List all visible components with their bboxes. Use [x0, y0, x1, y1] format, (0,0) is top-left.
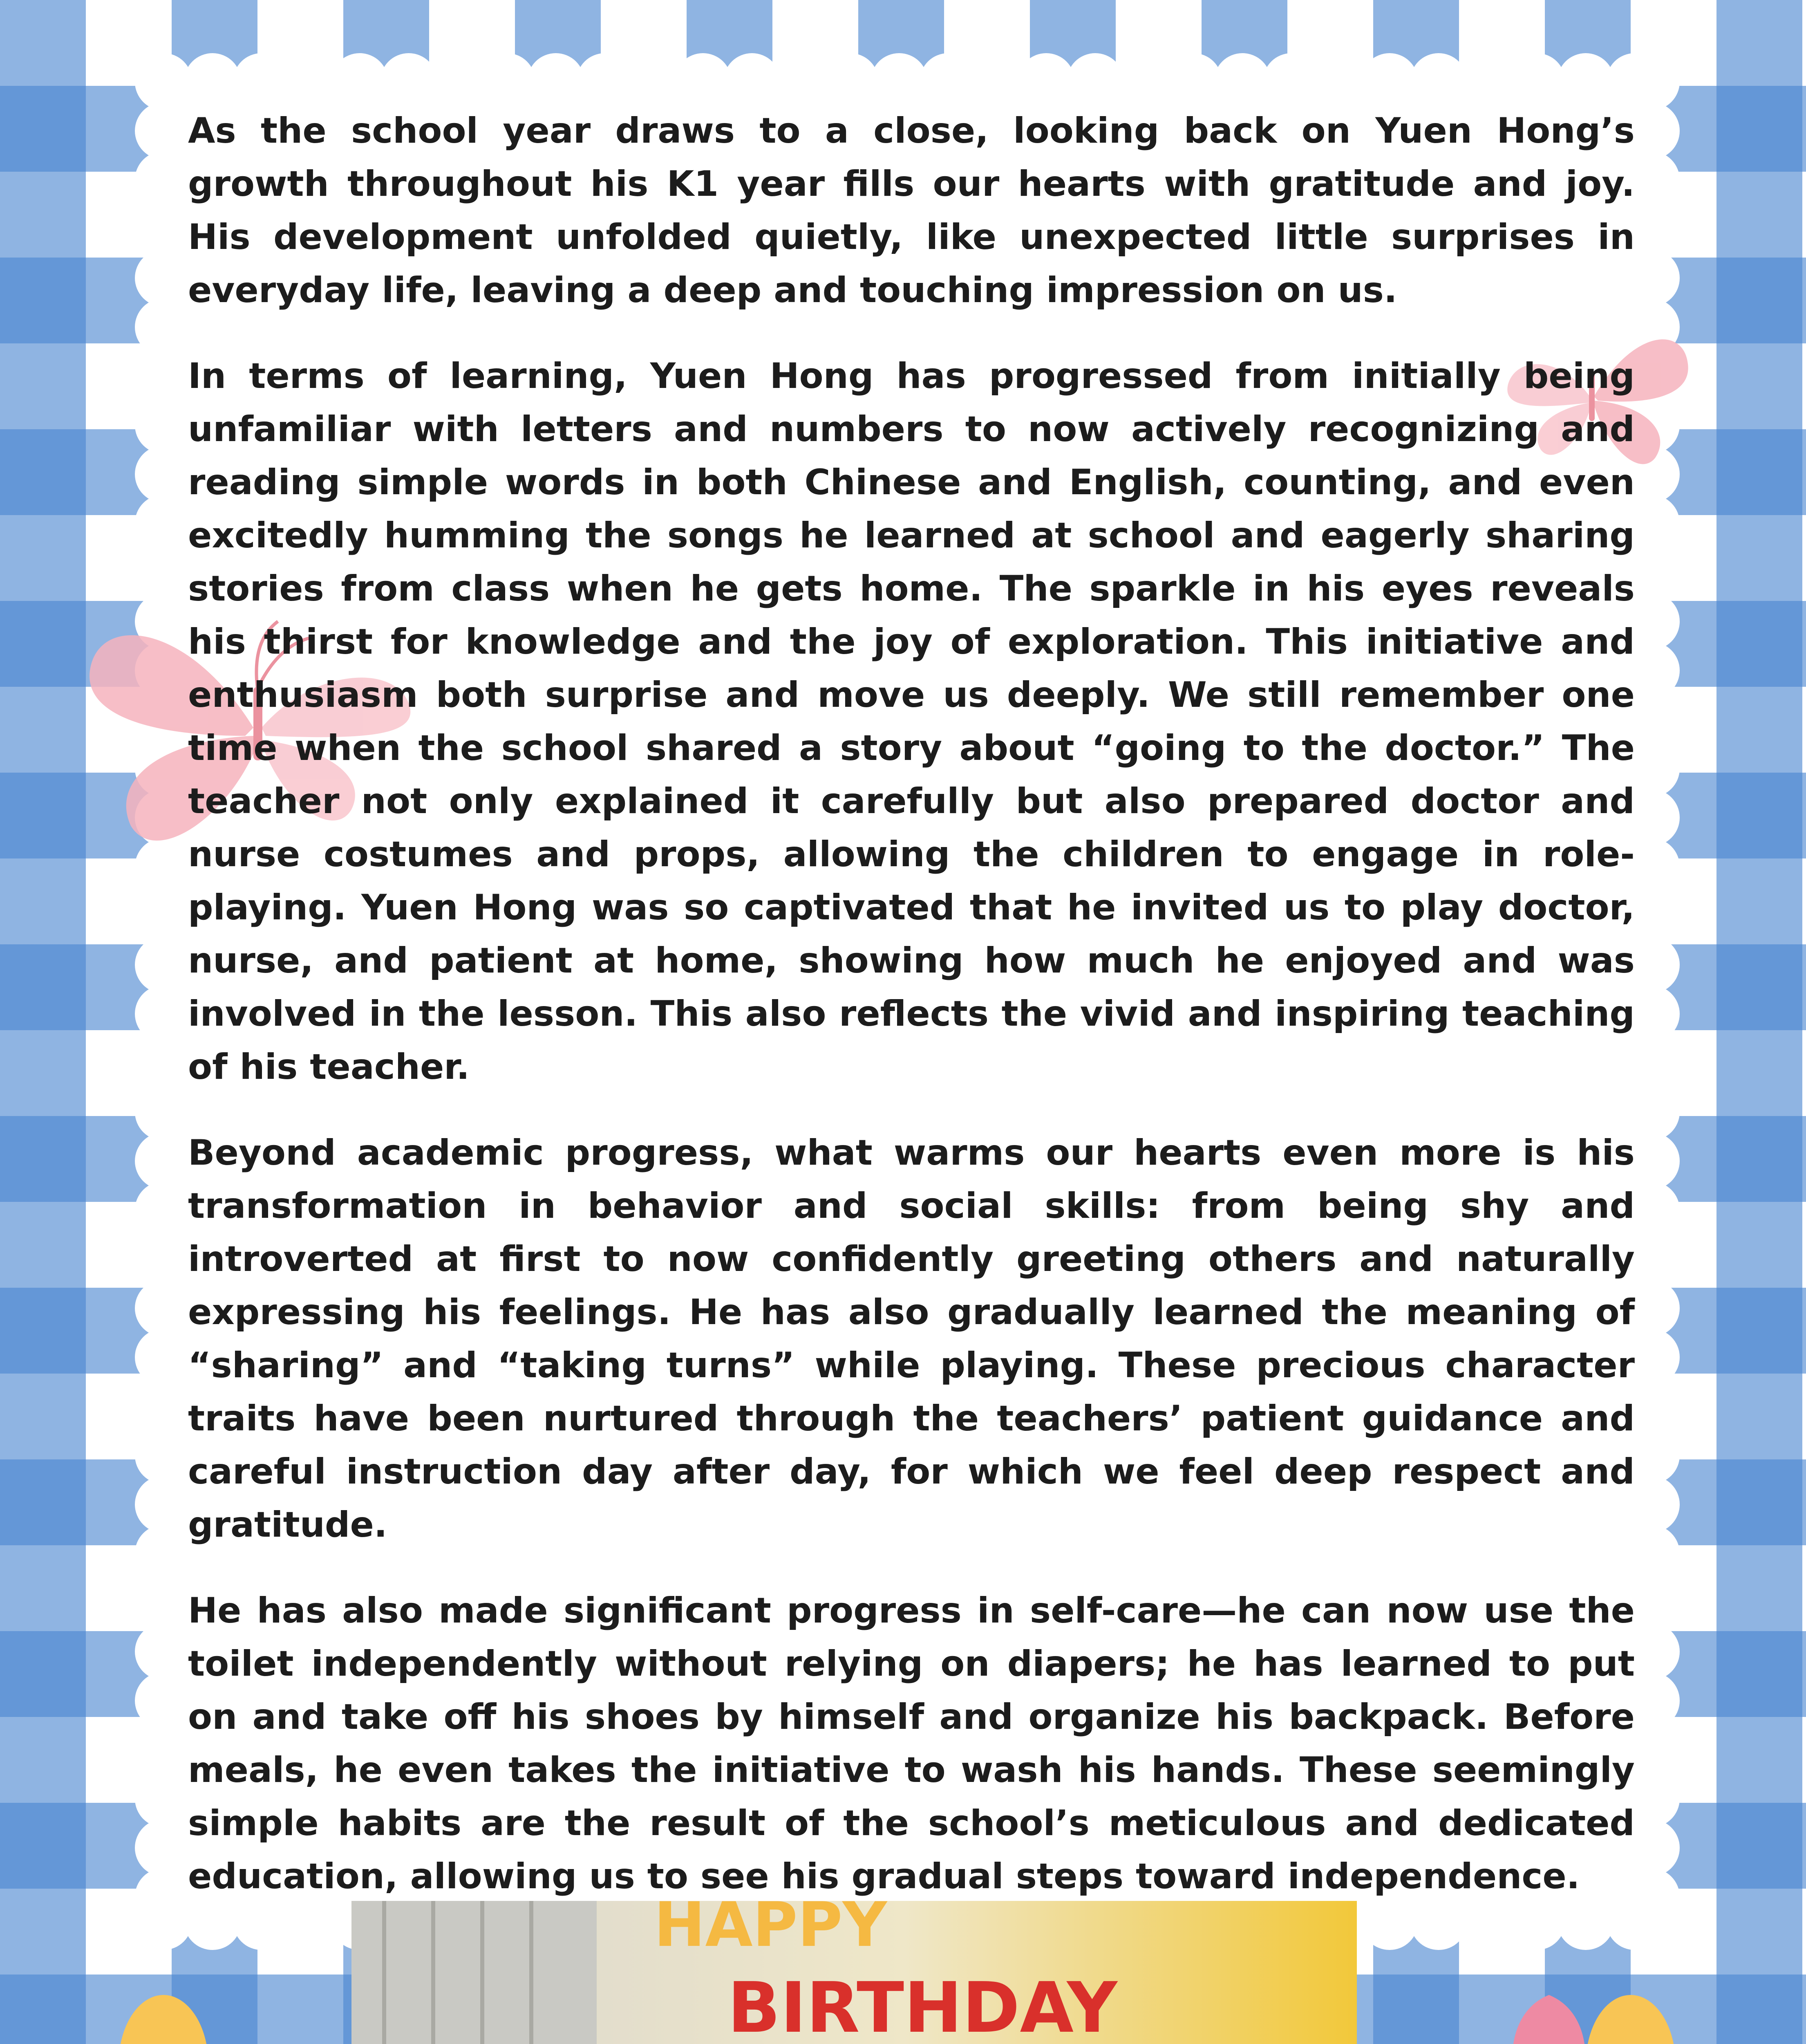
scallop [429, 53, 486, 110]
scallop [1067, 53, 1124, 110]
scallop [135, 102, 192, 159]
scallop [1459, 53, 1516, 110]
scallop [135, 397, 192, 454]
paragraph-intro: As the school year draws to a close, looking back on Yuen Hong’s growth throughout his K1 year fills our hearts with gratitude and joy. His development unfolded quietly, like unexpected little surprises in everyday life, leaving a deep and touching impression on us. [188, 110, 1635, 311]
scallop [1214, 53, 1271, 110]
photo-illustration [351, 1901, 1357, 2044]
scallop [772, 53, 830, 110]
scallop [625, 53, 683, 110]
scallop [135, 495, 192, 552]
scallop [135, 1083, 192, 1141]
scallop [135, 1329, 192, 1386]
scallop [184, 53, 241, 110]
scallop [920, 53, 977, 110]
scallop [135, 544, 192, 601]
scallop [1116, 53, 1173, 110]
scallop [135, 151, 192, 208]
scallop [135, 1181, 192, 1239]
scallop [135, 53, 192, 110]
banner-birthday: BIRTHDAY [727, 1968, 1117, 2044]
scallop [380, 53, 437, 110]
scallop [135, 347, 192, 405]
scallop [135, 1034, 192, 1091]
scallop [1622, 53, 1680, 110]
scallop [723, 53, 781, 110]
scallop [282, 53, 339, 110]
scallop [135, 1574, 192, 1631]
scallop [1410, 53, 1467, 110]
paragraph-self-care: He has also made significant progress in self-care—he can now use the toilet independently without relying on diapers; he has learned to put on and take off his shoes by himself and organize his backpack. Before meals, he even takes the initiative to wash his hands. These seemingly simple habits are the result of the school’s meticulous and dedicated education, allowing us to see his gradual steps toward independence. [188, 1590, 1635, 1897]
scallop [1263, 53, 1320, 110]
scallop [135, 1672, 192, 1729]
scallop [135, 1476, 192, 1533]
scallop [576, 53, 633, 110]
scallop [135, 936, 192, 993]
scallop [674, 53, 732, 110]
scallop [1312, 53, 1369, 110]
scallop [135, 200, 192, 258]
scallop [135, 985, 192, 1042]
scallop [135, 1378, 192, 1435]
paragraph-behavior: Beyond academic progress, what warms our hearts even more is his transformation in behavior and social skills: from being shy and introverted at first to now confidently greeting others and naturally expressing his feelings. He has also gradually learned the meaning of “sharing” and “taking turns” while playing. These precious character traits have been nurtured through the teachers’ patient guidance and careful instruction day after day, for which we feel deep respect and gratitude. [188, 1132, 1635, 1545]
scallop [527, 53, 584, 110]
scallop [1018, 53, 1075, 110]
scallop [135, 1230, 192, 1288]
scallop [1165, 53, 1222, 110]
scallop [135, 298, 192, 356]
scallop [135, 1770, 192, 1827]
scallop [135, 249, 192, 307]
scallop [1557, 53, 1614, 110]
scallop [135, 1525, 192, 1582]
banner-happy: HAPPY [654, 1901, 887, 1961]
scallop [331, 53, 388, 110]
scallop [135, 1819, 192, 1876]
scallop [135, 887, 192, 944]
scallop [135, 1427, 192, 1484]
scallop [969, 53, 1026, 110]
scallop [135, 1623, 192, 1680]
paragraph-learning: In terms of learning, Yuen Hong has progressed from initially being unfamiliar with letters and numbers to now actively recognizing and reading simple words in both Chinese and English, counting, and even excitedly humming the songs he learned at school and eagerly sharing stories from class when he gets home. The sparkle in his eyes reveals his thirst for knowledge and the joy of exploration. This initiative and enthusiasm both surprise and move us deeply. We still remember one time when the school shared a story about “going to the doctor.” The teacher not only explained it carefully but also prepared doctor and nurse costumes and props, allowing the children to engage in role-playing. Yuen Hong was so captivated that he invited us to play doctor, nurse, and patient at home, showing how much he enjoyed and was involved in the lesson. This also reflects the vivid and inspiring teaching of his teacher. [188, 356, 1635, 1087]
scallop [478, 53, 535, 110]
scallop [1508, 53, 1565, 110]
letter-body [188, 104, 1635, 1936]
scallop [135, 1280, 192, 1337]
scallop [1361, 53, 1418, 110]
scallop [871, 53, 928, 110]
scallop [135, 1132, 192, 1190]
family-birthday-photo [351, 1901, 1357, 2044]
scallop [135, 1721, 192, 1778]
scallop [821, 53, 879, 110]
scallop [135, 1868, 192, 1925]
scallop [135, 446, 192, 503]
scallop [233, 53, 290, 110]
